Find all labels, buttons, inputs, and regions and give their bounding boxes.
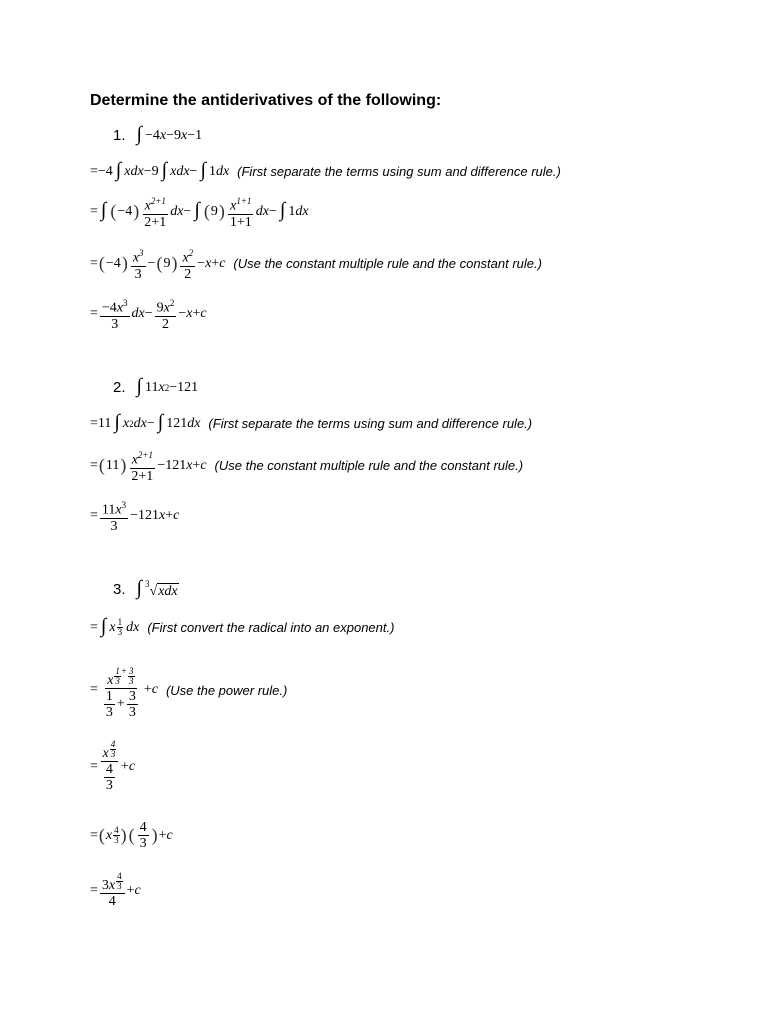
page-heading: Determine the antiderivatives of the following:: [90, 92, 442, 109]
problem-3-step-2: = x $\frac{1}{3}$ + $\frac{3}{3}$ $\frac{1}{3}$ + $\frac{3}{3}$ + c (Use the power rule.): [90, 660, 287, 720]
problem-2-step-3: = $\frac{11x^3}{3}$ −121 x + c: [90, 500, 180, 534]
problem-1-step-1: =−4 ∫ xdx −9 ∫ xdx − ∫ 1 dx (First separate the terms using sum and difference rule.): [90, 159, 561, 181]
problem-1-number: 1.: [113, 127, 126, 144]
problem-3-step-1-note: (First convert the radical into an exponent.): [147, 620, 395, 635]
problem-1-step-3-note: (Use the constant multiple rule and the constant rule.): [233, 256, 542, 272]
problem-2-statement: 2. ∫ 11 x 2 −121: [113, 375, 199, 397]
problem-3-statement: 3. ∫ $^3$√xdx: [113, 577, 178, 599]
problem-1-step-3: = ( −4 ) $\frac{x^3}{3}$ − ( 9 ) $\frac{x^2}{2}$ − x + c (Use the constant multiple rule and the constant rule.): [90, 248, 542, 282]
problem-3-step-3: = x $\frac{4}{3}$ $\frac{4}{3}$ + c: [90, 739, 136, 793]
problem-2-step-2-note: (Use the constant multiple rule and the constant rule.): [214, 458, 524, 474]
problem-3-number: 3.: [113, 581, 126, 598]
problem-1-step-1-note: (First separate the terms using sum and difference rule.): [237, 164, 561, 179]
problem-1-step-4: = $\frac{-4x^3}{3}$ dx − $\frac{9x^2}{2}$ − x + c: [90, 298, 207, 332]
problem-2-step-1-note: (First separate the terms using sum and difference rule.): [208, 416, 533, 431]
problem-3-step-5: = 3x $\frac{4}{3}$ 4 + c: [90, 871, 141, 909]
problem-3-step-1: = ∫ x 1 3 dx (First convert the radical into an exponent.): [90, 615, 395, 637]
problem-2-step-2: = ( 11 ) $\frac{x^{2+1}}{2+1}$ −121 x + c (Use the constant multiple rule and the constant rule.): [90, 450, 524, 484]
problem-3-step-4: = ( x 4 3 ) ( $\frac{4}{3}$ ) + c: [90, 820, 173, 851]
problem-2-number: 2.: [113, 379, 126, 396]
problem-1-step-2: = ∫ ( −4 ) $\frac{x^{2+1}}{2+1}$ dx − ∫ ( 9 ) $\frac{x^{1+1}}{1+1}$ dx − ∫ 1 dx: [90, 196, 309, 230]
problem-3-step-2-note: (Use the power rule.): [165, 682, 288, 698]
problem-1-statement: 1. ∫ −4 x −9 x −1: [113, 123, 203, 145]
problem-2-step-1: =11 ∫ x 2 dx − ∫ 121 dx (First separate the terms using sum and difference rule.): [90, 411, 533, 433]
integral-sign: ∫: [136, 123, 142, 145]
